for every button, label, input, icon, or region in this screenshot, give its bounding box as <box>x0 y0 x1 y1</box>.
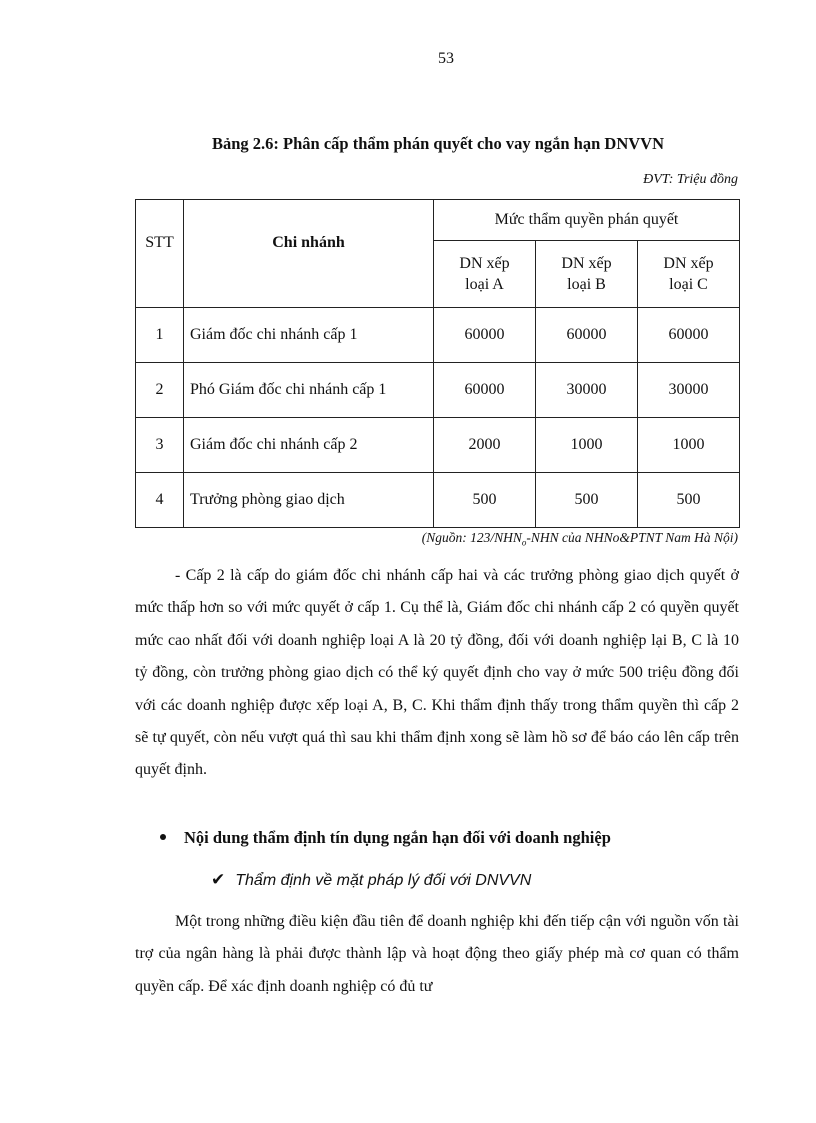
header-stt: STT <box>136 200 184 308</box>
table-unit: ĐVT: Triệu đồng <box>643 172 738 187</box>
cell-class-b: 60000 <box>536 308 638 363</box>
paragraph-legal: Một trong những điều kiện đầu tiên để doanh nghiệp khi đến tiếp cận với nguồn vốn tài trợ của ngân hàng là phải được thành lập và hoạt động theo giấy phép mà cơ quan có thẩm quyền cấp. Để xác định doanh nghiệp có đủ tư <box>135 913 739 995</box>
cell-stt: 3 <box>136 418 184 473</box>
cell-class-a: 60000 <box>434 363 536 418</box>
table-source: (Nguồn: $123/NHN_o$-NHN của NHNo&PTNT Nam Hà Nội) <box>421 530 738 548</box>
sub-heading <box>211 870 531 890</box>
page-number: 53 <box>438 50 454 67</box>
bullet-heading <box>160 828 611 848</box>
header-branch: Chi nhánh <box>184 200 434 308</box>
header-class-c: DN xếp loại C <box>638 241 740 308</box>
cell-class-b: 500 <box>536 473 638 528</box>
paragraph-level2: - Cấp 2 là cấp do giám đốc chi nhánh cấp hai và các trưởng phòng giao dịch quyết ở mức thấp hơn so với mức quyết ở cấp 1. Cụ thể là, Giám đốc chi nhánh cấp 2 có quyền quyết mức cao nhất đối với doanh nghiệp loại A là 20 tỷ đồng, đối với doanh nghiệp lại B, C là 10 tỷ đồng, còn trưởng phòng giao dịch có thể ký quyết định cho vay ở mức 500 triệu đồng đối với các doanh nghiệp được xếp loại A, B, C. Khi thẩm định thấy trong thẩm quyền thì cấp 2 sẽ tự quyết, còn nếu vượt quá thì sau khi thẩm định xong sẽ làm hồ sơ để báo cáo lên cấp trên quyết định. <box>135 567 739 779</box>
cell-class-c: 1000 <box>638 418 740 473</box>
table-row <box>136 418 740 473</box>
checkmark-icon: ✔ <box>211 870 226 890</box>
table-row <box>136 363 740 418</box>
table-row <box>136 473 740 528</box>
header-class-b: DN xếp loại B <box>536 241 638 308</box>
header-authority-level: Mức thẩm quyền phán quyết <box>434 200 740 241</box>
cell-class-c: 500 <box>638 473 740 528</box>
cell-stt: 1 <box>136 308 184 363</box>
table-title: Bảng 2.6: Phân cấp thẩm phán quyết cho vay ngắn hạn DNVVN <box>211 134 664 153</box>
cell-class-a: 2000 <box>434 418 536 473</box>
bullet-heading-text: Nội dung thẩm định tín dụng ngắn hạn đối với doanh nghiệp <box>184 828 611 847</box>
authority-table <box>135 199 740 528</box>
sub-heading-text: Thẩm định về mặt pháp lý đối với DNVVN <box>235 872 532 889</box>
cell-stt: 4 <box>136 473 184 528</box>
cell-branch: Giám đốc chi nhánh cấp 1 <box>184 308 434 363</box>
cell-branch: Giám đốc chi nhánh cấp 2 <box>184 418 434 473</box>
cell-class-b: 1000 <box>536 418 638 473</box>
cell-class-b: 30000 <box>536 363 638 418</box>
cell-branch: Phó Giám đốc chi nhánh cấp 1 <box>184 363 434 418</box>
bullet-dot-icon <box>160 834 166 840</box>
cell-class-a: 500 <box>434 473 536 528</box>
cell-class-c: 60000 <box>638 308 740 363</box>
cell-class-c: 30000 <box>638 363 740 418</box>
cell-stt: 2 <box>136 363 184 418</box>
table-row <box>136 308 740 363</box>
cell-branch: Trưởng phòng giao dịch <box>184 473 434 528</box>
cell-class-a: 60000 <box>434 308 536 363</box>
header-class-a: DN xếp loại A <box>434 241 536 308</box>
